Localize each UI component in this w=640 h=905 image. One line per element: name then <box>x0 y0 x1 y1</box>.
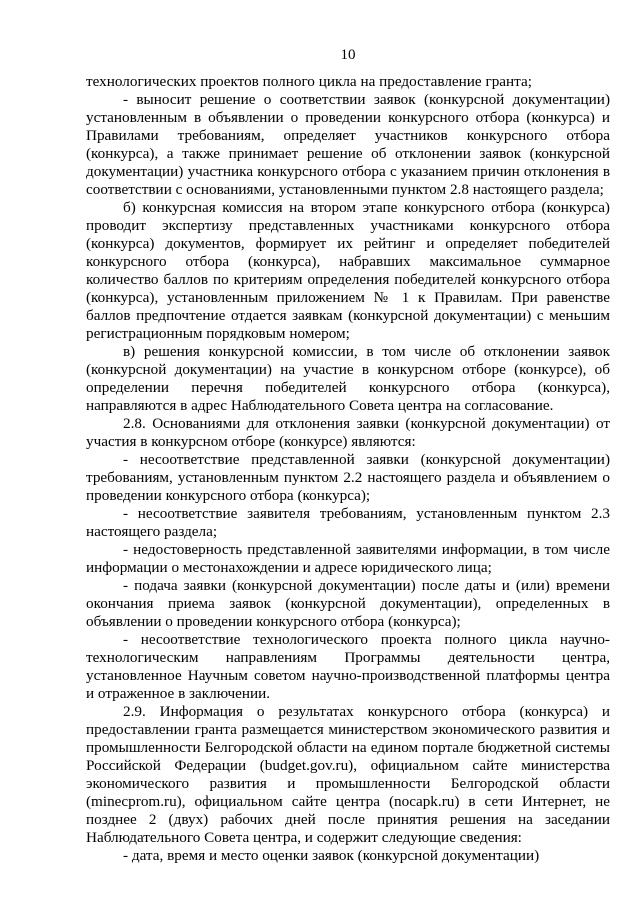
paragraph: - несоответствие представленной заявки (конкурсной документации) требованиям, установленным пунктом 2.2 настоящего раздела и объявлением о проведении конкурсного отбора (конкурса); <box>86 451 610 504</box>
paragraph: б) конкурсная комиссия на втором этапе конкурсного отбора (конкурса) проводит экспертизу представленных участниками конкурсного отбора (конкурса) документов, формирует их рейтинг и определяет победителей конкурсного отбора (конкурса), набравших максимальное суммарное количество баллов по критериям определения победителей конкурсного отбора (конкурса), установленным приложением № 1 к Правилам. При равенстве баллов предпочтение отдается заявкам (конкурсной документации) с меньшим регистрационным порядковым номером; <box>86 199 610 342</box>
paragraph: 2.9. Информация о результатах конкурсного отбора (конкурса) и предоставлении гранта размещается министерством экономического развития и промышленности Белгородской области на едином портале бюджетной системы Российской Федерации (budget.gov.ru), официальном сайте министерства экономического развития и промышленности Белгородской области (minecprom.ru), официальном сайте центра (nocapk.ru) в сети Интернет, не позднее 2 (двух) рабочих дней после принятия решения на заседании Наблюдательного Совета центра, и содержит следующие сведения: <box>86 703 610 846</box>
page-number: 10 <box>340 47 356 63</box>
paragraph: - несоответствие технологического проекта полного цикла научно-технологическим направлениям Программы деятельности центра, установленное Научным советом научно-производственной платформы центра и отраженное в заключении. <box>86 631 610 702</box>
document-body <box>86 73 610 865</box>
paragraph: - выносит решение о соответствии заявок (конкурсной документации) установленным в объявлении о проведении конкурсного отбора (конкурса) и Правилами требованиям, определяет участников конкурсного отбора (конкурса), а также принимает решение об отклонении заявок (конкурсной документации) участника конкурсного отбора с указанием причин отклонения в соответствии с основаниями, установленными пунктом 2.8 настоящего раздела; <box>86 91 610 198</box>
paragraph: технологических проектов полного цикла на предоставление гранта; <box>86 73 532 90</box>
paragraph: в) решения конкурсной комиссии, в том числе об отклонении заявок (конкурсной документации) на участие в конкурсном отборе (конкурсе), об определении перечня победителей конкурсного отбора (конкурса), направляются в адрес Наблюдательного Совета центра на согласование. <box>86 343 610 414</box>
paragraph: - дата, время и место оценки заявок (конкурсной документации) <box>123 847 540 864</box>
paragraph: - подача заявки (конкурсной документации) после даты и (или) времени окончания приема заявок (конкурсной документации), определенных в объявлении о проведении конкурсного отбора (конкурса); <box>86 577 610 630</box>
paragraph: - несоответствие заявителя требованиям, установленным пунктом 2.3 настоящего раздела; <box>86 505 610 540</box>
paragraph: 2.8. Основаниями для отклонения заявки (конкурсной документации) от участия в конкурсном отборе (конкурсе) являются: <box>86 415 610 450</box>
paragraph: - недостоверность представленной заявителями информации, в том числе информации о местонахождении и адресе юридического лица; <box>86 541 610 576</box>
